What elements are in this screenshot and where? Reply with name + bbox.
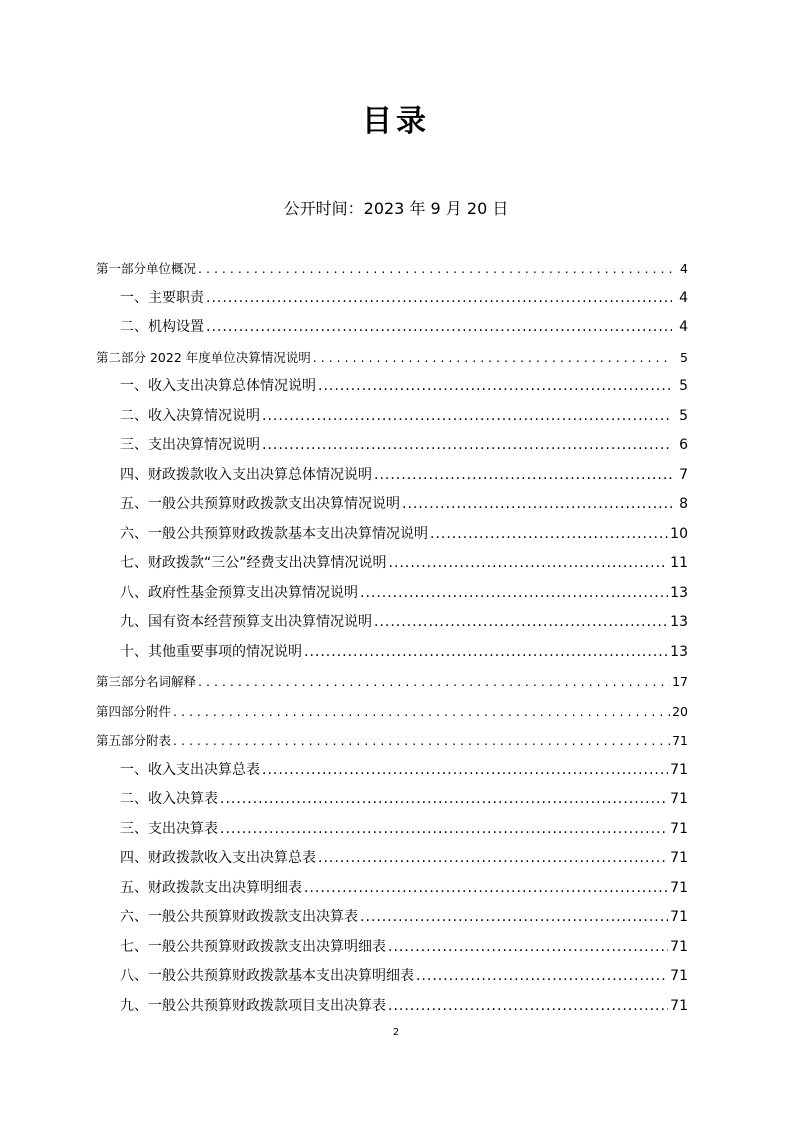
toc-section-entry[interactable]	[96, 726, 688, 756]
toc-subsection-entry[interactable]	[96, 313, 688, 343]
toc-dot-leader	[389, 549, 669, 579]
toc-section-entry[interactable]	[96, 667, 688, 697]
toc-dot-leader	[262, 431, 672, 461]
toc-dot-leader	[198, 667, 670, 697]
toc-subsection-entry[interactable]	[96, 431, 688, 461]
toc-entry-page: 13	[670, 614, 688, 630]
toc-dot-leader	[360, 579, 668, 609]
toc-section-entry[interactable]	[96, 343, 688, 373]
toc-dot-leader	[304, 638, 668, 668]
toc-subsection-entry[interactable]	[96, 579, 688, 609]
toc-dot-leader	[206, 284, 672, 314]
toc-entry-page: 71	[670, 820, 688, 837]
toc-entry-label: 三、支出决算表	[120, 820, 218, 837]
toc-subsection-entry[interactable]	[96, 372, 688, 402]
toc-entry-label: 一、主要职责	[120, 289, 204, 306]
toc-section-entry[interactable]	[96, 697, 688, 727]
toc-entry-label: 六、一般公共预算财政拨款支出决算表	[120, 909, 358, 925]
page-title: 目录	[362, 104, 430, 139]
page-number: 2	[392, 1027, 400, 1038]
toc-subsection-entry[interactable]	[96, 992, 688, 1022]
toc-entry-page: 17	[672, 674, 688, 689]
toc-entry-page: 5	[679, 378, 688, 394]
table-of-contents	[96, 254, 688, 1021]
toc-section-entry[interactable]	[96, 254, 688, 284]
toc-entry-page: 71	[670, 850, 688, 866]
toc-subsection-entry[interactable]	[96, 284, 688, 314]
toc-entry-page: 7	[679, 466, 688, 483]
toc-entry-label: 十、其他重要事项的情况说明	[120, 643, 302, 660]
toc-dot-leader	[360, 903, 668, 933]
toc-entry-label: 一、收入支出决算总体情况说明	[120, 378, 316, 394]
toc-entry-page: 71	[670, 997, 688, 1014]
toc-entry-page: 71	[672, 733, 688, 748]
toc-entry-page: 4	[679, 319, 688, 335]
toc-entry-label: 七、财政拨款“三公”经费支出决算情况说明	[120, 555, 387, 571]
toc-dot-leader	[388, 992, 668, 1022]
toc-entry-label: 第二部分 2022 年度单位决算情况说明	[96, 349, 311, 365]
toc-entry-page: 71	[670, 879, 688, 896]
toc-entry-label: 三、支出决算情况说明	[120, 437, 260, 453]
toc-dot-leader	[206, 313, 672, 343]
toc-entry-page: 20	[672, 703, 688, 719]
toc-entry-page: 13	[670, 643, 688, 660]
toc-entry-page: 5	[679, 407, 688, 424]
publish-date: 公开时间：2023 年 9 月 20 日	[283, 199, 509, 218]
toc-dot-leader	[388, 933, 668, 963]
toc-entry-label: 九、一般公共预算财政拨款项目支出决算表	[120, 997, 386, 1014]
toc-entry-page: 4	[679, 289, 688, 306]
toc-subsection-entry[interactable]	[96, 461, 688, 491]
toc-subsection-entry[interactable]	[96, 785, 688, 815]
toc-subsection-entry[interactable]	[96, 933, 688, 963]
toc-dot-leader	[198, 254, 672, 284]
toc-entry-page: 5	[680, 349, 688, 365]
toc-subsection-entry[interactable]	[96, 874, 688, 904]
toc-entry-page: 71	[670, 968, 688, 984]
toc-dot-leader	[374, 608, 668, 638]
toc-entry-label: 五、一般公共预算财政拨款支出决算情况说明	[120, 496, 400, 512]
toc-entry-label: 第四部分附件	[96, 703, 172, 719]
toc-subsection-entry[interactable]	[96, 608, 688, 638]
toc-entry-label: 七、一般公共预算财政拨款支出决算明细表	[120, 938, 386, 955]
toc-subsection-entry[interactable]	[96, 903, 688, 933]
toc-dot-leader	[304, 874, 668, 904]
toc-entry-page: 11	[670, 555, 688, 571]
toc-subsection-entry[interactable]	[96, 490, 688, 520]
toc-entry-label: 一、收入支出决算总表	[120, 761, 260, 778]
toc-dot-leader	[173, 726, 670, 756]
toc-entry-page: 10	[670, 525, 688, 542]
toc-dot-leader	[262, 756, 668, 786]
toc-entry-label: 第五部分附表	[96, 733, 172, 748]
toc-dot-leader	[220, 785, 668, 815]
toc-entry-label: 二、收入决算表	[120, 791, 218, 807]
toc-entry-label: 五、财政拨款支出决算明细表	[120, 879, 302, 896]
toc-dot-leader	[430, 520, 668, 550]
toc-subsection-entry[interactable]	[96, 638, 688, 668]
toc-entry-page: 71	[670, 761, 688, 778]
toc-entry-label: 四、财政拨款收入支出决算总体情况说明	[120, 466, 372, 483]
toc-dot-leader	[173, 697, 670, 727]
toc-dot-leader	[416, 962, 668, 992]
toc-dot-leader	[318, 844, 668, 874]
toc-subsection-entry[interactable]	[96, 844, 688, 874]
toc-dot-leader	[313, 343, 672, 373]
toc-entry-label: 六、一般公共预算财政拨款基本支出决算情况说明	[120, 525, 428, 542]
toc-subsection-entry[interactable]	[96, 962, 688, 992]
toc-entry-page: 4	[680, 261, 688, 276]
toc-entry-page: 6	[679, 437, 688, 453]
toc-dot-leader	[402, 490, 672, 520]
toc-dot-leader	[262, 402, 672, 432]
toc-entry-label: 四、财政拨款收入支出决算总表	[120, 850, 316, 866]
toc-entry-label: 第一部分单位概况	[96, 261, 197, 276]
toc-entry-page: 13	[670, 584, 688, 601]
toc-entry-page: 8	[679, 496, 688, 512]
toc-entry-label: 二、机构设置	[120, 319, 204, 335]
toc-dot-leader	[318, 372, 672, 402]
toc-subsection-entry[interactable]	[96, 520, 688, 550]
toc-subsection-entry[interactable]	[96, 402, 688, 432]
toc-entry-page: 71	[670, 909, 688, 925]
toc-entry-label: 第三部分名词解释	[96, 674, 197, 689]
toc-entry-page: 71	[670, 791, 688, 807]
toc-entry-label: 九、国有资本经营预算支出决算情况说明	[120, 614, 372, 630]
toc-dot-leader	[220, 815, 668, 845]
toc-dot-leader	[374, 461, 672, 491]
toc-entry-label: 八、政府性基金预算支出决算情况说明	[120, 584, 358, 601]
toc-entry-label: 二、收入决算情况说明	[120, 407, 260, 424]
toc-subsection-entry[interactable]	[96, 756, 688, 786]
toc-entry-label: 八、一般公共预算财政拨款基本支出决算明细表	[120, 968, 414, 984]
toc-entry-page: 71	[670, 938, 688, 955]
toc-subsection-entry[interactable]	[96, 549, 688, 579]
toc-subsection-entry[interactable]	[96, 815, 688, 845]
